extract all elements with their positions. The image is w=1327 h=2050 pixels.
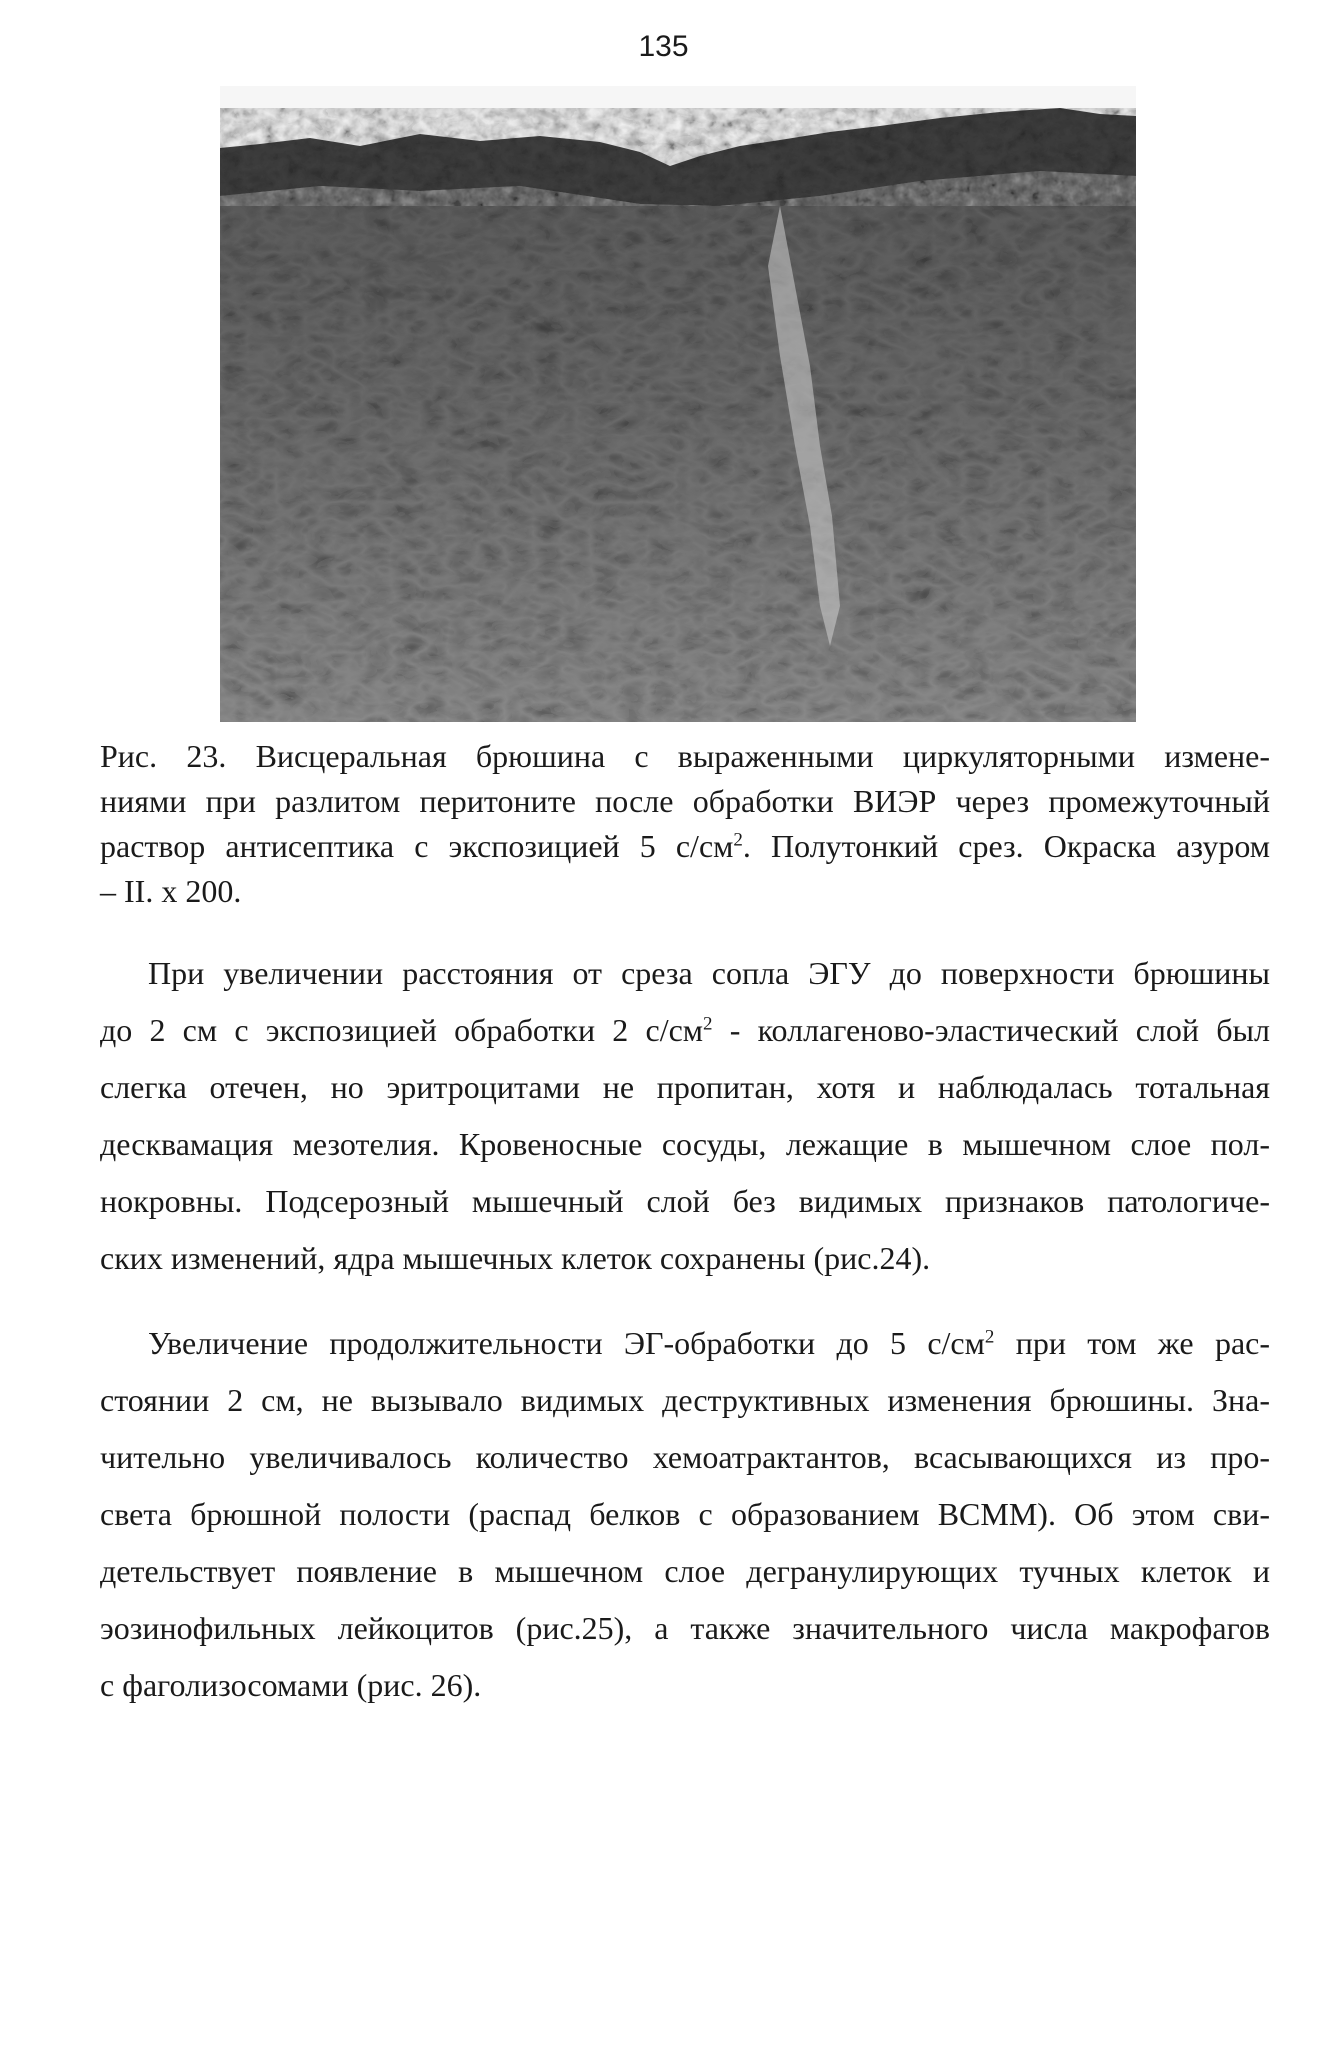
caption-text: раствор антисептика с экспозицией 5 с/см: [100, 828, 734, 864]
paragraph-text: При увеличении расстояния от среза сопла ЭГУ до поверхности брюшины: [148, 955, 1270, 991]
paragraph-line: чительно увеличивалось количество хемоатрактантов, всасывающихся из про-: [100, 1439, 1270, 1475]
paragraph-1: [100, 945, 1270, 1287]
paragraph-text: Увеличение продолжительности ЭГ-обработки до 5 с/см: [148, 1325, 985, 1361]
paragraph-line: слегка отечен, но эритроцитами не пропитан, хотя и наблюдалась тотальная: [100, 1069, 1270, 1105]
caption-text: . Полутонкий срез. Окраска азуром: [742, 828, 1271, 864]
caption-line: Рис. 23. Висцеральная брюшина с выраженными циркуляторными измене-: [100, 738, 1270, 774]
paragraph-text: до 2 см с экспозицией обработки 2 с/см: [100, 1012, 704, 1048]
paragraph-2: [100, 1315, 1270, 1714]
caption-line: ниями при разлитом перитоните после обработки ВИЭР через промежуточный: [100, 783, 1270, 819]
paragraph-line: ских изменений, ядра мышечных клеток сохранены (рис.24).: [100, 1240, 931, 1276]
paragraph-line: [100, 1002, 1270, 1059]
page-number: 135: [638, 30, 689, 63]
caption-line: – II. x 200.: [100, 873, 242, 909]
paragraph-text: при том же рас-: [994, 1325, 1271, 1361]
paragraph-line: [100, 1315, 1270, 1372]
superscript: 2: [733, 829, 743, 851]
paragraph-line: [100, 945, 1270, 1002]
micrograph-image: [220, 86, 1136, 722]
paragraph-line: нокровны. Подсерозный мышечный слой без видимых признаков патологиче-: [100, 1183, 1270, 1219]
caption-line: [100, 824, 1270, 869]
paragraph-text: - коллагеново-эластический слой был: [712, 1012, 1271, 1048]
figure-micrograph: [220, 86, 1136, 722]
paragraph-line: детельствует появление в мышечном слое дегранулирующих тучных клеток и: [100, 1553, 1270, 1589]
paragraph-line: эозинофильных лейкоцитов (рис.25), а также значительного числа макрофагов: [100, 1610, 1270, 1646]
paragraph-line: десквамация мезотелия. Кровеносные сосуды, лежащие в мышечном слое пол-: [100, 1126, 1270, 1162]
paragraph-line: света брюшной полости (распад белков с образованием ВСММ). Об этом сви-: [100, 1496, 1270, 1532]
superscript: 2: [984, 1326, 995, 1348]
paragraph-line: стоянии 2 см, не вызывало видимых деструктивных изменения брюшины. Зна-: [100, 1382, 1270, 1418]
paragraph-line: с фаголизосомами (рис. 26).: [100, 1667, 482, 1703]
figure-caption: [100, 734, 1270, 914]
superscript: 2: [703, 1013, 713, 1035]
